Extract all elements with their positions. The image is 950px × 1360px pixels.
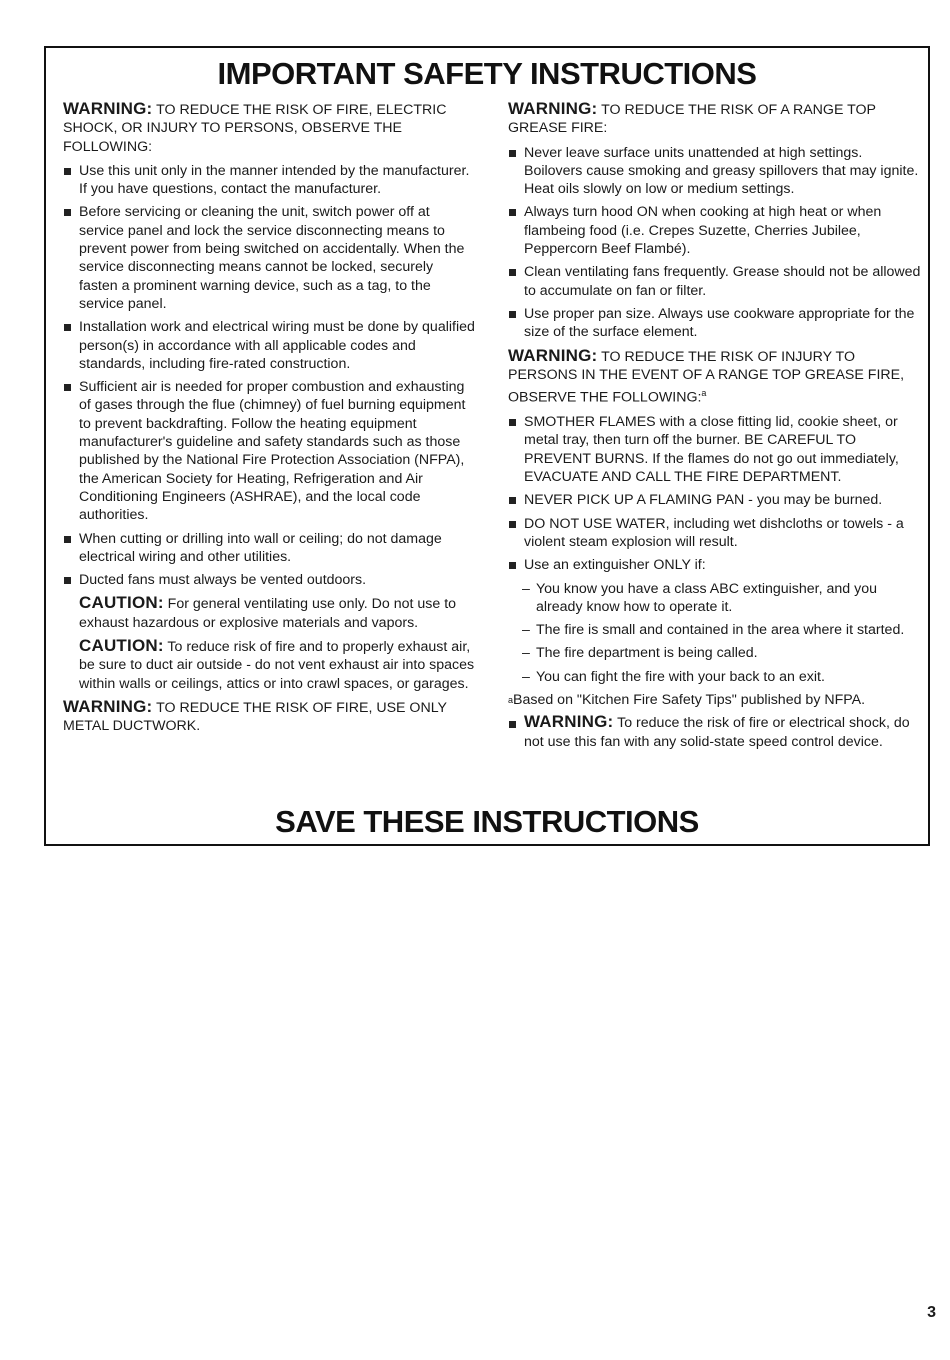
bullet-square-icon <box>509 269 516 276</box>
list-item <box>63 571 475 589</box>
list-item-text: Always turn hood ON when cooking at high heat or when flambeing food (i.e. Crepes Suzette, Cherries Jubilee, Peppercorn Beef Flambé). <box>524 204 882 258</box>
save-instructions-title: SAVE THESE INSTRUCTIONS <box>275 804 699 839</box>
page-title: IMPORTANT SAFETY INSTRUCTIONS <box>217 56 757 91</box>
warning-label: WARNING: <box>508 345 598 365</box>
bullet-square-icon <box>509 311 516 318</box>
bullet-square-icon <box>64 577 71 584</box>
list-item-text: Before servicing or cleaning the unit, switch power off at service panel and lock the service disconnecting means to prevent power from being switched on accidentally. When the service disconnecting means cannot be locked, securely fasten a prominent warning device, such as a tag, to the service panel. <box>79 204 465 312</box>
sub-list-item <box>508 668 923 686</box>
warning-metal-ductwork <box>63 698 475 736</box>
list-item <box>508 203 923 258</box>
list-item <box>508 263 923 300</box>
warning-text: TO REDUCE THE RISK OF FIRE, USE ONLY METAL DUCTWORK. <box>63 699 447 735</box>
list-item <box>508 144 923 199</box>
bullet-square-icon <box>64 168 71 175</box>
list-item <box>508 556 923 574</box>
sub-list-item-text: The fire department is being called. <box>536 645 758 662</box>
dash-icon: – <box>522 645 530 662</box>
bullet-square-icon <box>64 384 71 391</box>
bullet-square-icon <box>509 419 516 426</box>
list-item-text: NEVER PICK UP A FLAMING PAN - you may be burned. <box>524 492 883 509</box>
list-item-text: Use an extinguisher ONLY if: <box>524 557 706 574</box>
bullet-square-icon <box>64 209 71 216</box>
dash-icon: – <box>522 622 530 639</box>
left-bullet-list <box>63 162 475 590</box>
caution-text: For general ventilating use only. Do not use to exhaust hazardous or explosive materials and vapors. <box>79 596 457 631</box>
sub-list-item <box>508 621 923 639</box>
warning-fire-shock <box>63 100 475 156</box>
warning-label: WARNING: <box>508 99 598 118</box>
warning-text: TO REDUCE THE RISK OF FIRE, ELECTRIC SHOCK, OR INJURY TO PERSONS, OBSERVE THE FOLLOWING: <box>63 102 447 155</box>
warning-speed-control <box>508 713 923 751</box>
bullet-square-icon <box>509 209 516 216</box>
grease-fire-bullet-list <box>508 144 923 342</box>
bullet-square-icon <box>509 721 516 728</box>
warning-text: To reduce the risk of fire or electrical shock, do not use this fan with any solid-state speed control device. <box>524 715 910 750</box>
warning-label: WARNING: <box>63 99 153 118</box>
warning-label: WARNING: <box>63 696 153 716</box>
list-item-text: Clean ventilating fans frequently. Grease should not be allowed to accumulate on fan or filter. <box>524 264 921 299</box>
list-item-text: Use this unit only in the manner intended by the manufacturer. If you have questions, contact the manufacturer. <box>79 162 470 198</box>
caution-text: To reduce risk of fire and to properly exhaust air, be sure to duct air outside - do not vent exhaust air into spaces within walls or ceilings, attics or into crawl spaces, or garages. <box>79 639 475 692</box>
footnote-marker: a <box>508 695 514 706</box>
caution-duct-outside <box>63 637 475 693</box>
warning-text: TO REDUCE THE RISK OF INJURY TO PERSONS IN THE EVENT OF A RANGE TOP GREASE FIRE, OBSERVE THE FOLLOWING: <box>508 348 905 406</box>
list-item <box>63 318 475 373</box>
bullet-square-icon <box>509 562 516 569</box>
sub-list-item <box>508 644 923 662</box>
warning-text: TO REDUCE THE RISK OF A RANGE TOP GREASE FIRE: <box>508 102 876 137</box>
caution-label: CAUTION: <box>79 593 164 613</box>
warning-injury-grease-fire <box>508 347 923 408</box>
bullet-square-icon <box>509 521 516 528</box>
list-item <box>508 491 923 509</box>
list-item-text: When cutting or drilling into wall or ceiling; do not damage electrical wiring and other utilities. <box>79 530 442 565</box>
caution-ventilating <box>63 594 475 632</box>
footnote-text: Based on "Kitchen Fire Safety Tips" published by NFPA. <box>513 692 866 709</box>
list-item-text: DO NOT USE WATER, including wet dishcloths or towels - a violent steam explosion will result. <box>524 515 904 550</box>
left-column <box>63 100 475 742</box>
list-item-text: Never leave surface units unattended at high settings. Boilovers cause smoking and greasy spillovers that may ignite. Heat oils slowly on low or medium settings. <box>524 144 919 198</box>
dash-icon: – <box>522 668 530 685</box>
warning-grease-fire <box>508 100 923 138</box>
list-item <box>508 413 923 486</box>
list-item-text: Use proper pan size. Always use cookware appropriate for the size of the surface element. <box>524 305 915 341</box>
footnote <box>508 691 923 709</box>
sub-list-item-text: The fire is small and contained in the area where it started. <box>536 622 905 639</box>
bullet-square-icon <box>509 497 516 504</box>
dash-icon: – <box>522 580 530 597</box>
right-column <box>508 100 923 751</box>
bullet-square-icon <box>64 324 71 331</box>
extinguisher-conditions-list <box>508 580 923 686</box>
list-item <box>508 515 923 552</box>
list-item <box>63 203 475 313</box>
bullet-square-icon <box>509 150 516 157</box>
warning-label: WARNING: <box>524 712 614 732</box>
list-item-text: Installation work and electrical wiring must be done by qualified person(s) in accordance with all applicable codes and standards, including fire-rated construction. <box>79 319 475 372</box>
footnote-marker: a <box>701 388 707 399</box>
safety-instructions-box <box>44 46 930 846</box>
list-item-text: Sufficient air is needed for proper combustion and exhausting of gases through the flue (chimney) of fuel burning equipment to prevent backdrafting. Follow the heating equipment manufacturer's guideline and safety standards such as those published by the National Fire Protection Association (NFPA), the American Society for Heating, Refrigeration and Air Conditioning Engineers (ASHRAE), and the local code authorities. <box>79 379 466 524</box>
sub-list-item-text: You know you have a class ABC extinguisher, and you already know how to operate it. <box>536 580 877 615</box>
caution-label: CAUTION: <box>79 636 164 656</box>
list-item <box>63 530 475 567</box>
list-item-text: Ducted fans must always be vented outdoors. <box>79 572 367 589</box>
page-number: 3 <box>927 1304 936 1321</box>
injury-bullet-list <box>508 413 923 574</box>
sub-list-item-text: You can fight the fire with your back to an exit. <box>536 668 825 685</box>
list-item-text: SMOTHER FLAMES with a close fitting lid, cookie sheet, or metal tray, then turn off the burner. BE CAREFUL TO PREVENT BURNS. If the flames do not go out immediately, EVACUATE AND CALL THE FIRE DEPARTMENT. <box>524 414 899 486</box>
bullet-square-icon <box>64 536 71 543</box>
list-item <box>508 305 923 342</box>
list-item <box>63 378 475 524</box>
list-item <box>63 162 475 199</box>
sub-list-item <box>508 580 923 617</box>
